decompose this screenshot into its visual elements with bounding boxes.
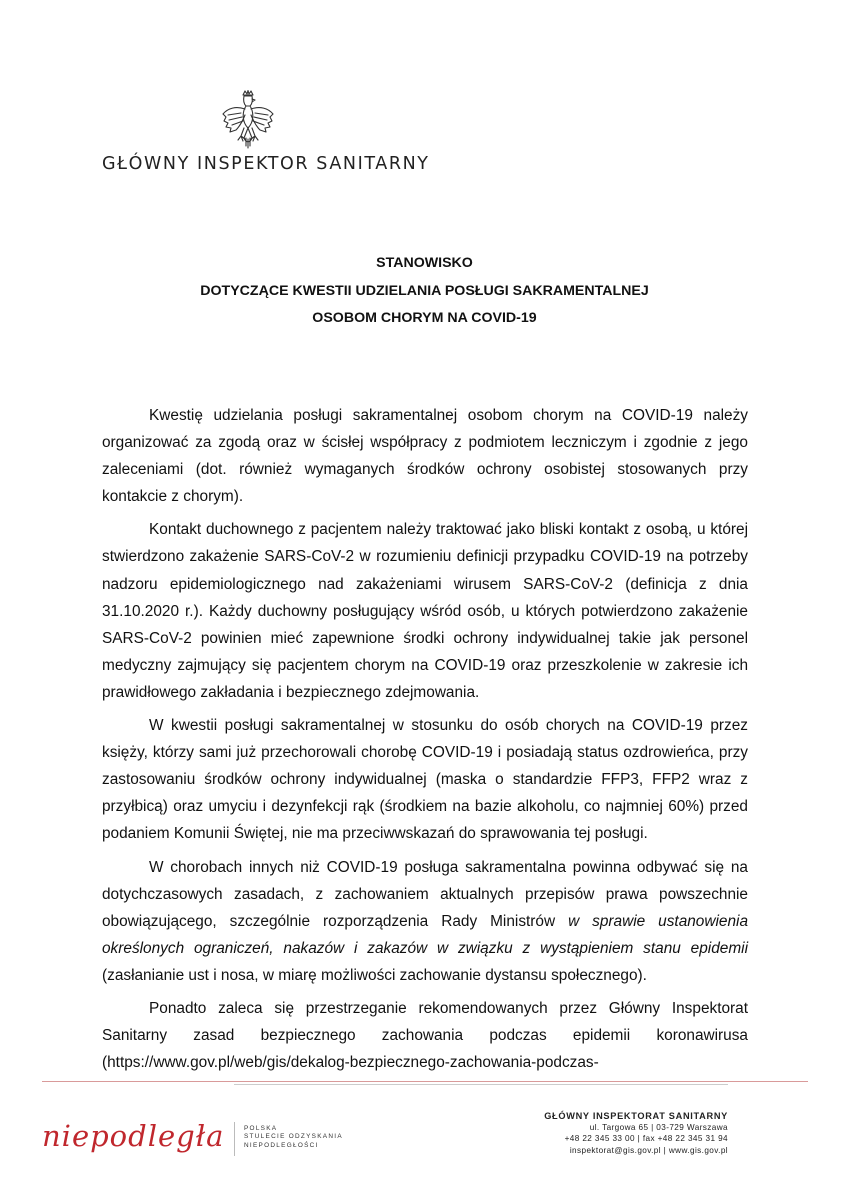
contact-phone: +48 22 345 33 00 | fax +48 22 345 31 94 bbox=[564, 1134, 728, 1144]
paragraph-3: W kwestii posługi sakramentalnej w stosunku do osób chorych na COVID-19 przez księży, którzy sami już przechorowali chorobę COVID-19 i posiadają status ozdrowieńca, przy zastosowaniu środków ochrony indywidualnej (maska o standardzie FFP3, FFP2 wraz z przyłbicą) oraz umyciu i dezynfekcji rąk (środkiem na bazie alkoholu, co najmniej 60%) przed podaniem Komunii Świętej, nie ma przeciwwskazań do sprawowania tej posługi. bbox=[102, 717, 748, 843]
document-body bbox=[102, 402, 748, 1082]
footer-logo-divider bbox=[234, 1122, 235, 1156]
issuer-name: GŁÓWNY INSPEKTOR SANITARNY bbox=[102, 154, 430, 174]
contact-address: ul. Targowa 65 | 03-729 Warszawa bbox=[589, 1123, 728, 1133]
recommendations-link[interactable]: (https://www.gov.pl/web/gis/dekalog-bezpiecznego-zachowania-podczas- bbox=[102, 1054, 599, 1072]
niepodlegla-subtitle-line-2: STULECIE ODZYSKANIA bbox=[244, 1133, 343, 1141]
paragraph-1: Kwestię udzielania posługi sakramentalnej osobom chorym na COVID-19 należy organizować za zgodą oraz w ścisłej współpracy z podmiotem leczniczym i zgodnie z jego zaleceniami (dot. również wymaganych środków ochrony osobistej stosowanych przy kontakcie z chorym). bbox=[102, 407, 748, 506]
footer-divider-gray bbox=[234, 1084, 728, 1085]
niepodlegla-subtitle bbox=[244, 1125, 343, 1150]
paragraph-5-text: Ponadto zaleca się przestrzeganie rekomendowanych przez Główny Inspektorat Sanitarny zasad bezpiecznego zachowania podczas epidemii koronawirusa bbox=[102, 999, 748, 1045]
document-title bbox=[0, 250, 849, 333]
paragraph-2: Kontakt duchownego z pacjentem należy traktować jako bliski kontakt z osobą, u której stwierdzono zakażenie SARS-CoV-2 w rozumieniu definicji przypadku COVID-19 na potrzeby nadzoru epidemiologicznego nad zakażeniami wirusem SARS-CoV-2 (definicja z dnia 31.10.2020 r.). Każdy duchowny posługujący wśród osób, u których potwierdzono zakażenie SARS-CoV-2 powinien mieć zapewnione środki ochrony indywidualnej takie jak personel medyczny zajmujący się pacjentem chorym na COVID-19 oraz przeszkolenie w zakresie ich prawidłowego zakładania i bezpiecznego zdejmowania. bbox=[102, 521, 748, 701]
paragraph-4 bbox=[102, 854, 748, 989]
niepodlegla-logo-text: niepodległa bbox=[42, 1119, 225, 1153]
contact-title: GŁÓWNY INSPEKTORAT SANITARNY bbox=[544, 1111, 728, 1121]
niepodlegla-logo bbox=[40, 1110, 230, 1164]
regulation-title: w sprawie ustanowienia określonych ograniczeń, nakazów i zakazów w związku z wystąpieniem stanu epidemii bbox=[102, 912, 749, 957]
footer-divider-red bbox=[42, 1081, 808, 1082]
contact-web[interactable]: inspektorat@gis.gov.pl | www.gis.gov.pl bbox=[569, 1145, 728, 1155]
contact-block bbox=[544, 1111, 728, 1156]
paragraph-4-text-start: W chorobach innych niż COVID-19 posługa sakramentalna powinna odbywać się na dotychczasowych zasadach, z zachowaniem aktualnych przepisów prawa powszechnie obowiązującego, szczególnie rozporządzenia Rady Ministrów bbox=[102, 858, 748, 930]
niepodlegla-subtitle-line-1: POLSKA bbox=[244, 1125, 278, 1132]
niepodlegla-subtitle-line-3: NIEPODLEGŁOŚCI bbox=[244, 1141, 319, 1149]
paragraph-4-text-end: (zasłanianie ust i nosa, w miarę możliwości zachowanie dystansu społecznego). bbox=[102, 966, 647, 984]
eagle-emblem-icon bbox=[216, 88, 280, 152]
title-line-1: STANOWISKO bbox=[376, 255, 473, 271]
title-line-3: OSOBOM CHORYM NA COVID-19 bbox=[312, 310, 537, 326]
paragraph-5 bbox=[102, 995, 748, 1076]
title-line-2: DOTYCZĄCE KWESTII UDZIELANIA POSŁUGI SAKRAMENTALNEJ bbox=[200, 282, 649, 299]
